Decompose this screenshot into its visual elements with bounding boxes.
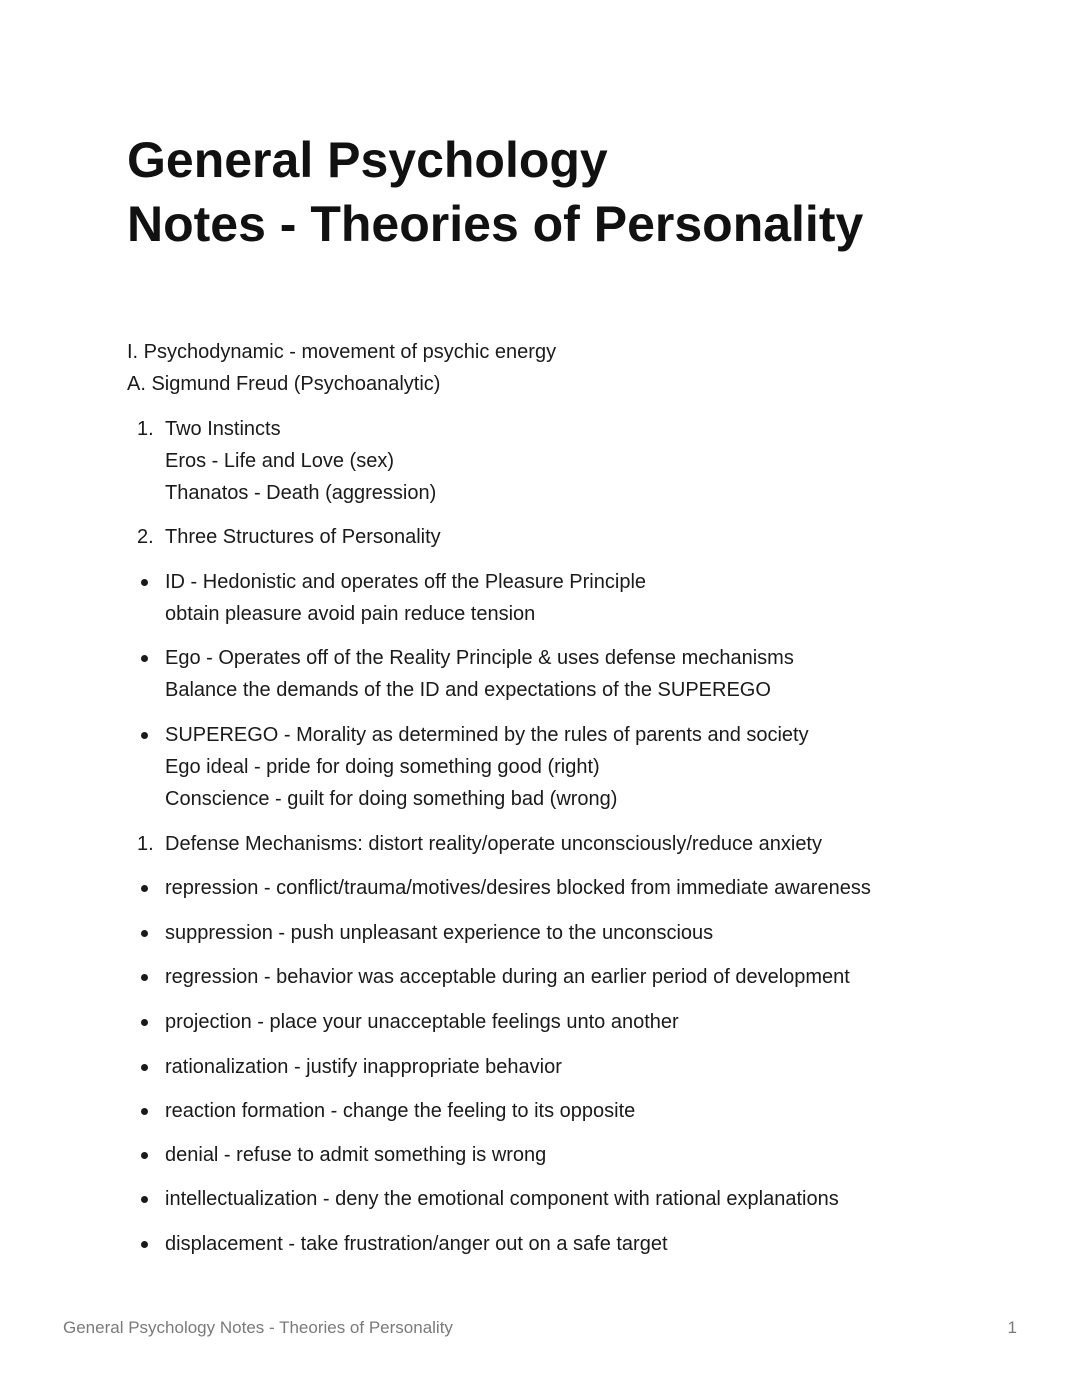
- bullet-item-subline: Conscience - guilt for doing something bad (wrong): [165, 788, 618, 810]
- bullet-item-subline: Ego ideal - pride for doing something good (right): [165, 756, 600, 778]
- list-item-label: Two Instincts: [165, 418, 281, 440]
- list-number: 1.: [137, 418, 154, 440]
- bullet-icon: [141, 1241, 148, 1248]
- list-item-subline: Eros - Life and Love (sex): [165, 450, 394, 472]
- bullet-item-label: projection - place your unacceptable feelings unto another: [165, 1011, 679, 1033]
- page-title: [127, 128, 863, 256]
- list-item-defense-mechanisms: [127, 828, 1007, 860]
- bullet-item-label: SUPEREGO - Morality as determined by the rules of parents and society: [165, 724, 809, 746]
- bullet-item-label: displacement - take frustration/anger out on a safe target: [165, 1233, 668, 1255]
- footer-document-title: General Psychology Notes - Theories of Personality: [63, 1318, 453, 1337]
- bullet-icon: [141, 655, 148, 662]
- bullet-item-superego: [127, 719, 1007, 815]
- notes-body: [127, 336, 1007, 1260]
- bullet-icon: [141, 732, 148, 739]
- bullet-item-suppression: [127, 917, 1007, 949]
- list-item-subline: Thanatos - Death (aggression): [165, 482, 437, 504]
- bullet-icon: [141, 579, 148, 586]
- bullet-icon: [141, 1152, 148, 1159]
- list-item-label: Three Structures of Personality: [165, 526, 441, 548]
- bullet-item-rationalization: [127, 1051, 1007, 1083]
- list-item-three-structures: [127, 521, 1007, 553]
- bullet-item-projection: [127, 1006, 1007, 1038]
- bullet-item-id: [127, 566, 1007, 630]
- list-item-two-instincts: [127, 413, 1007, 509]
- bullet-item-label: Ego - Operates off of the Reality Principle & uses defense mechanisms: [165, 647, 794, 669]
- bullet-item-label: ID - Hedonistic and operates off the Pleasure Principle: [165, 571, 647, 593]
- title-line-2: Notes - Theories of Personality: [127, 196, 864, 252]
- section-heading-freud: A. Sigmund Freud (Psychoanalytic): [127, 373, 441, 395]
- bullet-item-subline: obtain pleasure avoid pain reduce tension: [165, 603, 536, 625]
- bullet-icon: [141, 1064, 148, 1071]
- bullet-item-reaction-formation: [127, 1095, 1007, 1127]
- bullet-item-label: regression - behavior was acceptable during an earlier period of development: [165, 966, 850, 988]
- bullet-item-ego: [127, 642, 1007, 706]
- list-number: 1.: [137, 833, 154, 855]
- bullet-item-label: denial - refuse to admit something is wrong: [165, 1144, 547, 1166]
- bullet-item-label: rationalization - justify inappropriate behavior: [165, 1056, 562, 1078]
- bullet-item-intellectualization: [127, 1183, 1007, 1215]
- bullet-item-subline: Balance the demands of the ID and expectations of the SUPEREGO: [165, 679, 771, 701]
- bullet-item-label: suppression - push unpleasant experience to the unconscious: [165, 922, 714, 944]
- bullet-item-repression: [127, 872, 1007, 904]
- bullet-item-label: intellectualization - deny the emotional component with rational explanations: [165, 1188, 839, 1210]
- bullet-item-denial: [127, 1139, 1007, 1171]
- bullet-icon: [141, 885, 148, 892]
- list-item-label: Defense Mechanisms: distort reality/operate unconsciously/reduce anxiety: [165, 833, 822, 855]
- list-number: 2.: [137, 526, 154, 548]
- bullet-icon: [141, 1196, 148, 1203]
- bullet-item-displacement: [127, 1228, 1007, 1260]
- bullet-item-regression: [127, 961, 1007, 993]
- bullet-icon: [141, 974, 148, 981]
- title-line-1: General Psychology: [127, 132, 608, 188]
- bullet-icon: [141, 1019, 148, 1026]
- bullet-item-label: reaction formation - change the feeling to its opposite: [165, 1100, 636, 1122]
- footer-page-number: 1: [1007, 1318, 1017, 1337]
- bullet-item-label: repression - conflict/trauma/motives/desires blocked from immediate awareness: [165, 877, 871, 899]
- bullet-icon: [141, 930, 148, 937]
- bullet-icon: [141, 1108, 148, 1115]
- section-heading-psychodynamic: I. Psychodynamic - movement of psychic energy: [127, 341, 557, 363]
